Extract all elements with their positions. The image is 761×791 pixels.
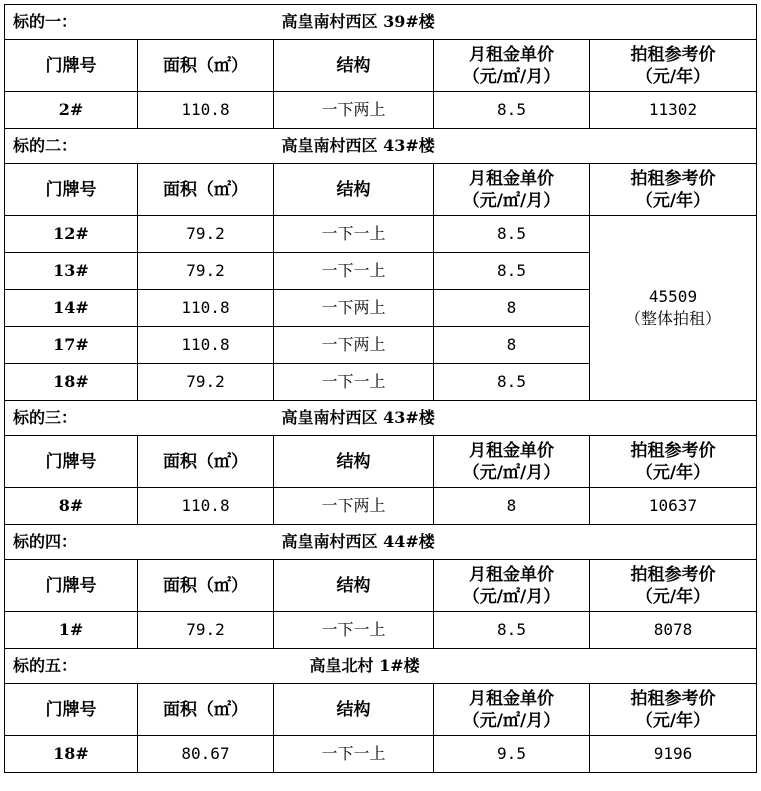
table-row — [5, 92, 757, 129]
cell-price: 8 — [434, 327, 590, 364]
cell-price: 8.5 — [434, 92, 590, 129]
header-ref — [590, 40, 757, 92]
cell-structure: 一下一上 — [274, 364, 434, 401]
header-area-text: 面积（㎡ — [163, 55, 231, 76]
cell-area: 110.8 — [138, 92, 274, 129]
lot-location-text: 高皇南村西区 39#楼 — [281, 12, 435, 31]
cell-door: 8# — [5, 488, 138, 525]
header-area — [138, 40, 274, 92]
header-price-line1: 月租金单价 — [469, 564, 554, 585]
header-area-suffix: ） — [231, 179, 248, 200]
header-ref — [590, 436, 757, 488]
cell-ref: 9196 — [590, 736, 757, 773]
cell-door: 2# — [5, 92, 138, 129]
header-ref — [590, 164, 757, 216]
table-row — [5, 736, 757, 773]
cell-structure: 一下两上 — [274, 488, 434, 525]
cell-price: 9.5 — [434, 736, 590, 773]
cell-structure: 一下一上 — [274, 253, 434, 290]
header-door: 门牌号 — [5, 560, 138, 612]
header-area-suffix: ） — [231, 575, 248, 596]
header-price — [434, 40, 590, 92]
header-price — [434, 164, 590, 216]
header-price-line1: 月租金单价 — [469, 168, 554, 189]
column-header-row — [5, 40, 757, 92]
cell-area: 79.2 — [138, 364, 274, 401]
header-ref-line2: （元/年） — [635, 66, 711, 87]
cell-ref: 10637 — [590, 488, 757, 525]
header-area-text: 面积（㎡ — [163, 575, 231, 596]
header-price-line2: （元/㎡/月） — [462, 66, 561, 87]
header-price-line1: 月租金单价 — [469, 688, 554, 709]
cell-price: 8.5 — [434, 216, 590, 253]
lot-location — [138, 5, 757, 40]
header-area — [138, 560, 274, 612]
cell-price: 8 — [434, 290, 590, 327]
column-header-row — [5, 684, 757, 736]
header-structure: 结构 — [274, 684, 434, 736]
header-area — [138, 164, 274, 216]
header-price — [434, 560, 590, 612]
header-area-text: 面积（㎡ — [163, 451, 231, 472]
header-ref-line1: 拍租参考价 — [630, 44, 716, 65]
table-row — [5, 612, 757, 649]
header-price-line1: 月租金单价 — [469, 440, 554, 461]
table-row — [5, 488, 757, 525]
header-ref-line1: 拍租参考价 — [630, 440, 716, 461]
header-price — [434, 684, 590, 736]
lot-location — [138, 401, 757, 436]
cell-area: 79.2 — [138, 216, 274, 253]
header-structure: 结构 — [274, 436, 434, 488]
header-price-line2: （元/㎡/月） — [462, 710, 561, 731]
lot-title-row — [5, 5, 757, 40]
lot-label: 标的五： — [5, 649, 138, 684]
table-row — [5, 216, 757, 253]
lot-title-row — [5, 649, 757, 684]
header-structure: 结构 — [274, 40, 434, 92]
lot-location-text: 高皇北村 1#楼 — [309, 656, 420, 675]
header-door: 门牌号 — [5, 164, 138, 216]
cell-price: 8 — [434, 488, 590, 525]
header-area-suffix: ） — [231, 699, 248, 720]
lot-location — [138, 649, 757, 684]
lot-location — [138, 129, 757, 164]
header-price-line2: （元/㎡/月） — [462, 190, 561, 211]
header-price-line1: 月租金单价 — [469, 44, 554, 65]
cell-door: 1# — [5, 612, 138, 649]
lot-location-text: 高皇南村西区 43#楼 — [281, 136, 435, 155]
cell-price: 8.5 — [434, 612, 590, 649]
header-door: 门牌号 — [5, 684, 138, 736]
header-price-line2: （元/㎡/月） — [462, 586, 561, 607]
header-structure: 结构 — [274, 560, 434, 612]
header-structure: 结构 — [274, 164, 434, 216]
cell-door: 17# — [5, 327, 138, 364]
column-header-row — [5, 560, 757, 612]
cell-area: 110.8 — [138, 488, 274, 525]
header-ref-line2: （元/年） — [635, 586, 711, 607]
header-area-suffix: ） — [231, 451, 248, 472]
cell-price: 8.5 — [434, 253, 590, 290]
lot-label: 标的二： — [5, 129, 138, 164]
cell-price: 8.5 — [434, 364, 590, 401]
cell-area: 80.67 — [138, 736, 274, 773]
cell-structure: 一下两上 — [274, 327, 434, 364]
cell-door: 18# — [5, 736, 138, 773]
merged-ref-note: （整体拍租） — [624, 309, 721, 328]
cell-ref: 11302 — [590, 92, 757, 129]
header-ref — [590, 684, 757, 736]
cell-area: 79.2 — [138, 612, 274, 649]
column-header-row — [5, 436, 757, 488]
lot-label: 标的四： — [5, 525, 138, 560]
cell-door: 14# — [5, 290, 138, 327]
cell-structure: 一下一上 — [274, 612, 434, 649]
rental-lots-table — [4, 4, 757, 773]
lot-title-row — [5, 401, 757, 436]
header-door: 门牌号 — [5, 436, 138, 488]
header-ref — [590, 560, 757, 612]
lot-location — [138, 525, 757, 560]
header-door: 门牌号 — [5, 40, 138, 92]
header-ref-line1: 拍租参考价 — [630, 168, 716, 189]
lot-title-row — [5, 525, 757, 560]
cell-structure: 一下一上 — [274, 216, 434, 253]
lot-location-text: 高皇南村西区 44#楼 — [281, 532, 435, 551]
cell-ref: 8078 — [590, 612, 757, 649]
cell-door: 18# — [5, 364, 138, 401]
lot-label: 标的一： — [5, 5, 138, 40]
cell-door: 12# — [5, 216, 138, 253]
header-ref-line1: 拍租参考价 — [630, 688, 716, 709]
cell-area: 110.8 — [138, 290, 274, 327]
cell-door: 13# — [5, 253, 138, 290]
lot-title-row — [5, 129, 757, 164]
header-area-text: 面积（㎡ — [163, 699, 231, 720]
cell-ref-merged — [590, 216, 757, 401]
header-area — [138, 436, 274, 488]
header-ref-line2: （元/年） — [635, 710, 711, 731]
cell-area: 110.8 — [138, 327, 274, 364]
cell-structure: 一下两上 — [274, 92, 434, 129]
header-area-text: 面积（㎡ — [163, 179, 231, 200]
header-ref-line2: （元/年） — [635, 462, 711, 483]
merged-ref-value: 45509 — [648, 287, 698, 306]
header-price — [434, 436, 590, 488]
cell-area: 79.2 — [138, 253, 274, 290]
lot-location-text: 高皇南村西区 43#楼 — [281, 408, 435, 427]
cell-structure: 一下一上 — [274, 736, 434, 773]
header-area-suffix: ） — [231, 55, 248, 76]
header-area — [138, 684, 274, 736]
column-header-row — [5, 164, 757, 216]
header-ref-line1: 拍租参考价 — [630, 564, 716, 585]
header-ref-line2: （元/年） — [635, 190, 711, 211]
header-price-line2: （元/㎡/月） — [462, 462, 561, 483]
lot-label: 标的三： — [5, 401, 138, 436]
cell-structure: 一下两上 — [274, 290, 434, 327]
